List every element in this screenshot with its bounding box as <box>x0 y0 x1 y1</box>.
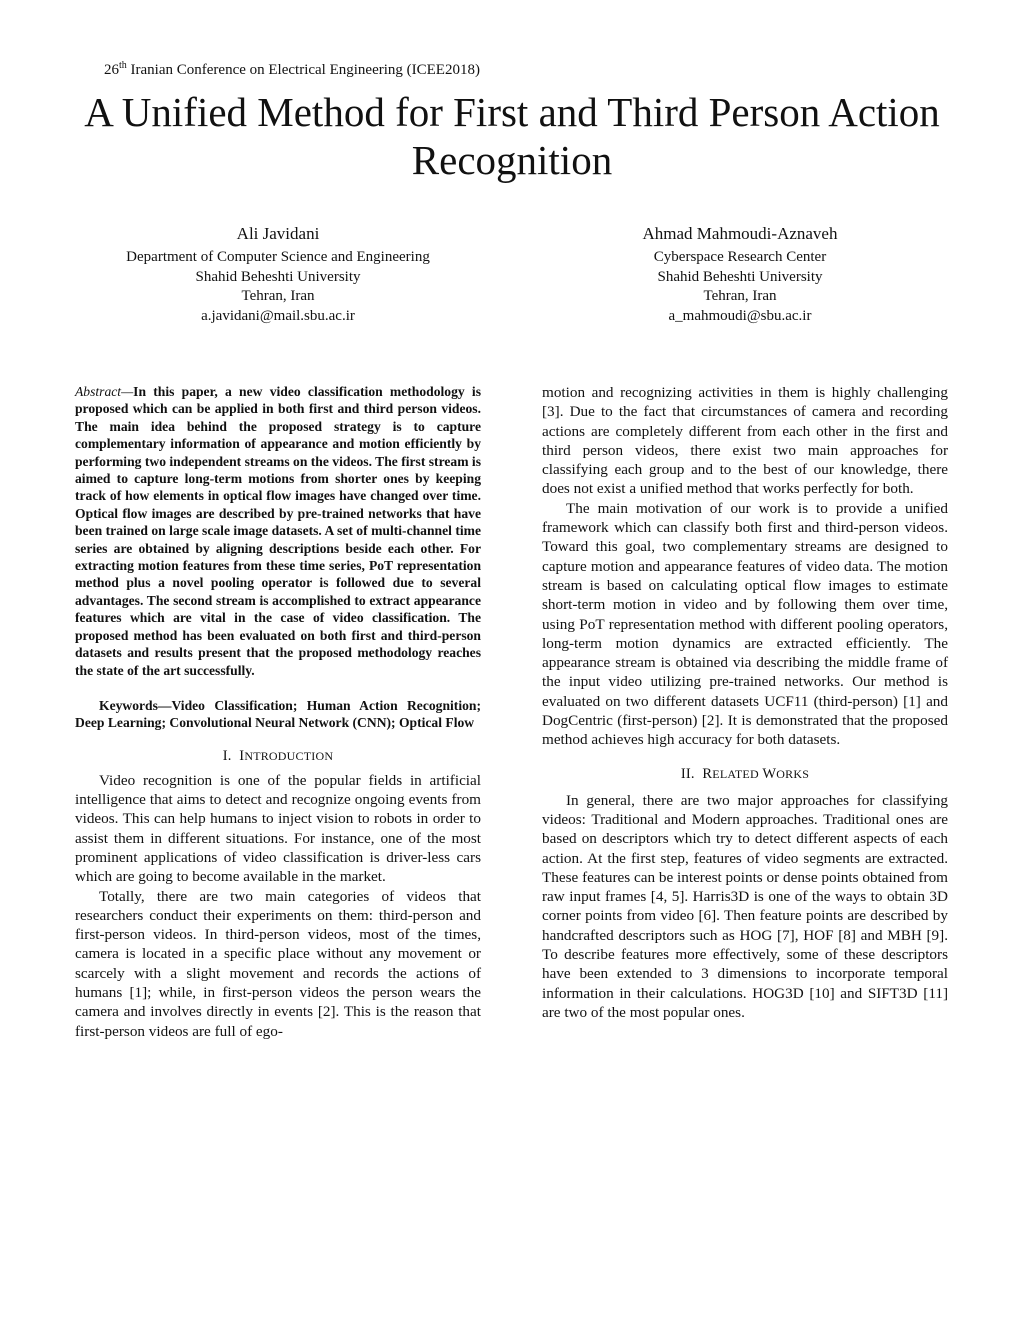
paper-title: A Unified Method for First and Third Person Action Recognition <box>84 89 940 183</box>
author-name: Ali Javidani <box>236 224 320 243</box>
left-column <box>75 383 481 1041</box>
author-department: Department of Computer Science and Engineering <box>126 249 430 265</box>
author-university: Shahid Beheshti University <box>657 268 823 285</box>
conference-number: 26 <box>104 62 119 78</box>
author-email: a_mahmoudi@sbu.ac.ir <box>668 307 812 324</box>
section-heading-introduction: I. INTRODUCTION <box>222 747 334 764</box>
author-name: Ahmad Mahmoudi-Aznaveh <box>642 224 838 243</box>
author-university: Shahid Beheshti University <box>195 268 361 285</box>
conference-header <box>104 60 480 79</box>
abstract-text: In this paper, a new video classification methodology is proposed which can be applied in both first and third person videos. The main idea behind the proposed strategy is to capture complementary information of appearance and motion efficiently by performing two independent streams on the videos. The first stream is aimed to capture long-term motions from shorter ones by keeping track of how elements in optical flow images have changed over time. Optical flow images are described by pre-trained networks that have been trained on large scale image datasets. A set of multi-channel time series are obtained by aligning descriptions beside each other. For extracting motion features from these time series, PoT representation method plus a novel pooling operator is followed due to several advantages. The second stream is accomplished to extract appearance features which are vital in the case of video classification. The proposed method has been evaluated on both first and third-person datasets and results present that the proposed methodology reaches the state of the art successfully. <box>75 384 481 678</box>
intro-paragraph-1: Video recognition is one of the popular fields in artificial intelligence that aims to detect and recognize ongoing events from videos. This can help humans to inject vision to robots in order to assist them in different situations. For instance, one of the most prominent applications of video classification is driver-less cars which are going to become available in the market. <box>75 771 481 886</box>
abstract <box>75 383 481 679</box>
author-email: a.javidani@mail.sbu.ac.ir <box>201 307 355 324</box>
keywords: Keywords—Video Classification; Human Action Recognition; Deep Learning; Convolutional Neural Network (CNN); Optical Flow <box>75 697 481 731</box>
conference-name: Iranian Conference on Electrical Engineering (ICEE2018) <box>126 62 480 78</box>
author-block-2 <box>560 223 920 326</box>
author-department: Cyberspace Research Center <box>653 249 827 265</box>
related-works-paragraph: In general, there are two major approaches for classifying videos: Traditional and Modern approaches. Traditional ones are based on descriptors which try to detect different aspects of each action. At the first step, features of video segments are extracted. These features can be interest points or dense points obtained from raw input frames [4, 5]. Harris3D is one of the ways to obtain 3D corner points from video [6]. Then feature points are described by handcrafted descriptors such as HOG [7], HOF [8] and MBH [9]. To describe features more effectively, some of these descriptors have been extended to 3 dimensions to incorporate temporal information in their calculations. HOG3D [10] and SIFT3D [11] are two of the most popular ones. <box>542 791 948 1021</box>
intro-paragraph-3: The main motivation of our work is to provide a unified framework which can classify both first and third-person videos. Toward this goal, two complementary streams are designed to capture motion and appearance features of video data. The motion stream is based on calculating optical flow images to estimate short-term motion in video and by following them over time, using PoT representation method with different pooling operators, long-term motion dynamics are extracted efficiently. The appearance stream is obtained via describing the middle frame of the input video utilizing pre-trained networks. Our method is evaluated on two different datasets UCF11 (third-person) [1] and DogCentric (first-person) [2]. It is demonstrated that the proposed method achieves high accuracy for both datasets. <box>542 499 948 749</box>
intro-paragraph-continuation: motion and recognizing activities in them is highly challenging [3]. Due to the fact that circumstances of camera and recording actions are completely different from each other in the first and third person videos, there exist two main approaches for classifying each group and to the best of our knowledge, there does not exist a unified method that works perfectly for both. <box>542 384 948 498</box>
intro-paragraph-2: Totally, there are two main categories of videos that researchers conduct their experiments on them: third-person and first-person videos. In third-person videos, most of the times, camera is located in a specific place without any movement or scarcely with a slight movement and records the actions of humans [1]; while, in first-person videos the person wears the camera and involves directly in events [2]. This is the reason that first-person videos are full of ego- <box>75 887 481 1040</box>
author-block-1 <box>98 223 458 326</box>
conference-ordinal: th <box>119 60 127 71</box>
right-column <box>542 383 948 1022</box>
abstract-label: Abstract— <box>75 384 134 399</box>
section-heading-related-works: II. RELATED WORKS <box>680 765 810 782</box>
author-location: Tehran, Iran <box>241 288 315 304</box>
author-location: Tehran, Iran <box>703 288 777 304</box>
